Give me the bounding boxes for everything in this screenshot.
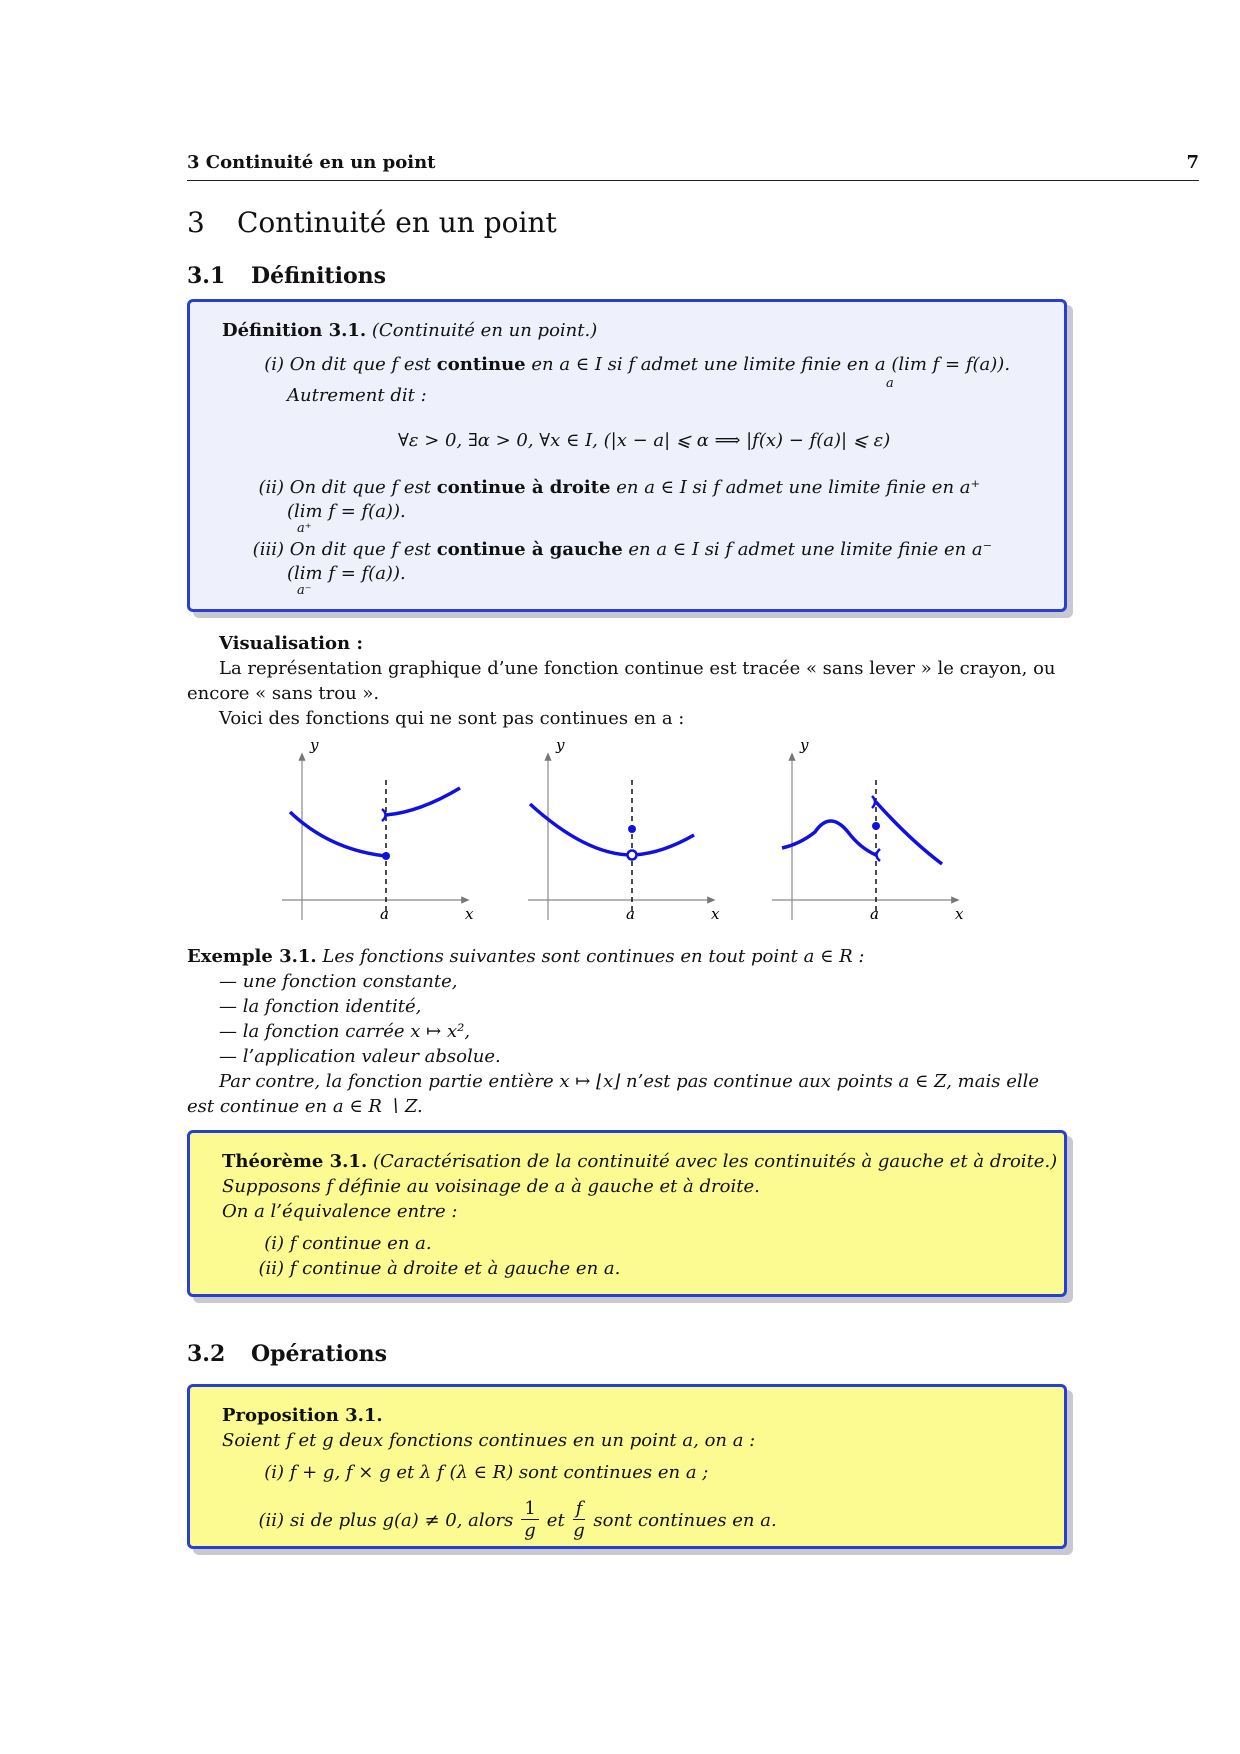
x-label: x	[465, 905, 474, 923]
subsection-title-definitions	[187, 263, 386, 289]
y-label: y	[310, 740, 319, 754]
graph-removable	[528, 740, 720, 923]
item-text: f continue à droite et à gauche en a.	[289, 1258, 621, 1279]
proposition-item-ii	[238, 1495, 777, 1545]
item-text: On dit que f est	[289, 539, 432, 560]
curve-left	[290, 812, 386, 856]
example-par-2: est continue en a ∈ R ∖ Z.	[187, 1096, 423, 1117]
example-intro: Les fonctions suivantes sont continues en tout point a ∈ R :	[322, 946, 865, 967]
a-label: a	[626, 905, 635, 923]
item-text: f + g, f × g et λ f (λ ∈ R) sont continues en a ;	[289, 1462, 709, 1483]
item-text: On dit que f est	[289, 477, 432, 498]
section-title	[187, 206, 557, 239]
definition-box	[187, 299, 1067, 612]
example-item: — une fonction constante,	[219, 971, 458, 992]
fraction-1-over-g	[521, 1499, 538, 1542]
example-par-1: Par contre, la fonction partie entière x ↦ ⌊x⌋ n’est pas continue aux points a ∈ Z, mais elle	[219, 1071, 1040, 1092]
fraction-denominator: g	[573, 1519, 585, 1541]
theorem-header	[222, 1151, 1057, 1172]
curve-right	[386, 788, 460, 815]
visualisation-line-1: La représentation graphique d’une fonction continue est tracée « sans lever » le crayon, ou	[219, 658, 1056, 679]
example-item: — la fonction identité,	[219, 996, 422, 1017]
isolated-point	[872, 822, 880, 830]
a-label: a	[870, 905, 879, 923]
fraction-denominator: g	[524, 1519, 536, 1541]
theorem-label: Théorème 3.1.	[222, 1151, 368, 1172]
item-text: On dit que f est	[289, 354, 432, 375]
definition-autrement: Autrement dit :	[287, 385, 427, 406]
x-label: x	[711, 905, 720, 923]
definition-formula: ∀ε > 0, ∃α > 0, ∀x ∈ I, (|x − a| ⩽ α ⟹ |f(x) − f(a)| ⩽ ε)	[398, 430, 891, 451]
item-bold: continue	[436, 354, 526, 375]
y-label: y	[556, 740, 565, 754]
item-number: (i)	[264, 1462, 284, 1483]
item-text: en a ∈ I si f admet une limite finie en a (lim f = f(a)).	[531, 354, 1011, 375]
a-label: a	[380, 905, 389, 923]
theorem-line-1: Supposons f définie au voisinage de a à gauche et à droite.	[222, 1176, 760, 1197]
item-text: f continue en a.	[289, 1233, 432, 1254]
example-header	[187, 946, 864, 967]
definition-item-i	[248, 354, 1010, 375]
section-heading: Continuité en un point	[237, 206, 557, 239]
theorem-box	[187, 1130, 1067, 1297]
curve	[530, 804, 694, 855]
item-number: (iii)	[252, 539, 284, 560]
curve-left	[782, 821, 876, 855]
graph-jump	[282, 740, 474, 923]
fraction-numerator: f	[573, 1499, 586, 1520]
item-bold: continue à gauche	[436, 539, 623, 560]
theorem-item-ii	[238, 1258, 620, 1279]
definition-iii-lim: (lim f = f(a)).	[287, 563, 406, 584]
item-text: sont continues en a.	[593, 1509, 777, 1531]
subsection-number: 3.1	[187, 263, 226, 289]
discontinuity-graphs	[270, 740, 980, 930]
closed-point	[382, 852, 390, 860]
item-text: en a ∈ I si f admet une limite finie en a⁺	[616, 477, 980, 498]
y-label: y	[800, 740, 809, 754]
open-point	[628, 851, 637, 860]
subsection-heading: Opérations	[251, 1341, 387, 1367]
graph-jump-isolated	[772, 740, 964, 923]
theorem-line-2: On a l’équivalence entre :	[222, 1201, 458, 1222]
running-head-title: 3 Continuité en un point	[187, 152, 436, 173]
curve-right	[876, 802, 942, 864]
item-number: (i)	[264, 354, 284, 375]
item-number: (ii)	[258, 1509, 284, 1531]
fraction-numerator: 1	[521, 1499, 538, 1520]
isolated-point	[628, 825, 636, 833]
fraction-f-over-g	[573, 1499, 586, 1542]
item-bold: continue à droite	[436, 477, 611, 498]
subsection-title-operations	[187, 1341, 387, 1367]
example-item: — l’application valeur absolue.	[219, 1046, 501, 1067]
running-head	[187, 150, 1199, 181]
item-number: (ii)	[258, 477, 284, 498]
definition-item-iii	[228, 539, 992, 560]
lim-subscript: a	[886, 376, 894, 391]
definition-ii-lim: (lim f = f(a)).	[287, 501, 406, 522]
definition-item-ii	[238, 477, 980, 498]
open-bracket-bottom	[877, 849, 881, 861]
subsection-heading: Définitions	[251, 263, 386, 289]
definition-header	[222, 320, 597, 341]
item-number: (ii)	[258, 1258, 284, 1279]
open-bracket	[382, 809, 386, 821]
item-text: si de plus g(a) ≠ 0, alors	[290, 1509, 514, 1531]
item-number: (i)	[264, 1233, 284, 1254]
example-label: Exemple 3.1.	[187, 946, 317, 967]
lim-subscript: a⁺	[297, 521, 312, 536]
proposition-item-i	[238, 1462, 708, 1483]
item-text: en a ∈ I si f admet une limite finie en a⁻	[628, 539, 993, 560]
proposition-box	[187, 1384, 1067, 1549]
visualisation-line-3: Voici des fonctions qui ne sont pas continues en a :	[219, 708, 685, 729]
theorem-subtitle: (Caractérisation de la continuité avec les continuités à gauche et à droite.)	[372, 1151, 1058, 1172]
page-number: 7	[1186, 152, 1199, 173]
proposition-label: Proposition 3.1.	[222, 1405, 383, 1426]
visualisation-heading: Visualisation :	[219, 633, 363, 654]
open-bracket-top	[872, 796, 875, 808]
section-number: 3	[187, 206, 205, 239]
example-item: — la fonction carrée x ↦ x²,	[219, 1021, 471, 1042]
visualisation-line-2: encore « sans trou ».	[187, 683, 380, 704]
definition-subtitle: (Continuité en un point.)	[371, 320, 598, 341]
proposition-line-1: Soient f et g deux fonctions continues en un point a, on a :	[222, 1430, 756, 1451]
definition-label: Définition 3.1.	[222, 320, 367, 341]
lim-subscript: a⁻	[297, 583, 312, 598]
subsection-number: 3.2	[187, 1341, 226, 1367]
item-text: et	[546, 1509, 565, 1531]
theorem-item-i	[238, 1233, 432, 1254]
x-label: x	[955, 905, 964, 923]
